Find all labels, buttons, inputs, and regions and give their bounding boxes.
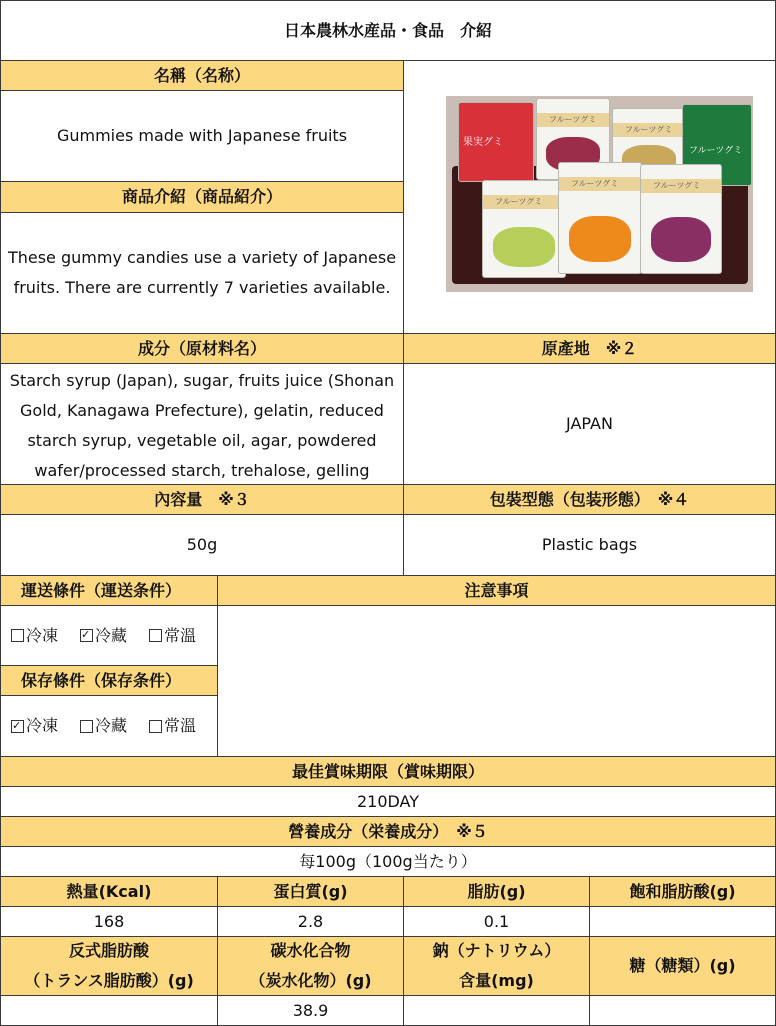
package-orange: フルーツグミ xyxy=(558,162,642,274)
origin-value: JAPAN xyxy=(403,363,776,485)
transport-option-frozen[interactable]: 冷凍 xyxy=(11,621,58,651)
page-title: 日本農林水産品・食品 介紹 xyxy=(0,0,776,61)
checkbox-icon[interactable] xyxy=(80,720,93,733)
nutrition-energy-header: 熱量(Kcal) xyxy=(0,876,218,907)
content-header: 內容量 ※３ xyxy=(0,484,404,515)
package-green: フルーツグミ xyxy=(682,104,752,186)
name-value: Gummies made with Japanese fruits xyxy=(0,90,404,182)
name-header: 名稱（名称） xyxy=(0,60,404,91)
package-red: 果実グミ xyxy=(458,102,534,182)
intro-header: 商品介紹（商品紹介） xyxy=(0,181,404,213)
nutrition-sugar-header: 糖（糖類）(g) xyxy=(589,936,776,996)
checkbox-icon[interactable] xyxy=(11,629,24,642)
storage-header: 保存條件（保存条件） xyxy=(0,665,218,696)
nutrition-sodium-value xyxy=(403,995,590,1026)
transport-option-ambient[interactable]: 常溫 xyxy=(149,621,196,651)
nutrition-carbs-header: 碳水化合物 （炭水化物）(g) xyxy=(217,936,404,996)
transport-header: 運送條件（運送条件） xyxy=(0,575,218,606)
content-value: 50g xyxy=(0,514,404,576)
storage-options xyxy=(0,695,218,757)
nutrition-sodium-header: 鈉（ナトリウム） 含量(mg) xyxy=(403,936,590,996)
package-purple: フルーツグミ xyxy=(640,164,722,274)
notes-value xyxy=(217,605,776,757)
product-photo xyxy=(446,96,753,292)
nutrition-trans-fat-value xyxy=(0,995,218,1026)
checkbox-checked-icon[interactable] xyxy=(80,629,93,642)
storage-option-ambient[interactable]: 常溫 xyxy=(149,711,196,741)
checkbox-icon[interactable] xyxy=(149,720,162,733)
packaging-value: Plastic bags xyxy=(403,514,776,576)
package-muscat: フルーツグミ xyxy=(482,180,566,278)
transport-options xyxy=(0,605,218,666)
nutrition-sugar-value xyxy=(589,995,776,1026)
nutrition-per: 每100g（100g当たり） xyxy=(0,846,776,877)
ingredients-header: 成分（原材料名） xyxy=(0,333,404,364)
nutrition-fat-value: 0.1 xyxy=(403,906,590,937)
nutrition-protein-value: 2.8 xyxy=(217,906,404,937)
storage-option-frozen[interactable]: ✓ 冷凍 xyxy=(11,711,58,741)
best-before-header: 最佳賞味期限（賞味期限） xyxy=(0,756,776,787)
package-grape: フルーツグミ xyxy=(536,98,610,180)
nutrition-header: 營養成分（栄養成分） ※５ xyxy=(0,816,776,847)
intro-value: These gummy candies use a variety of Japanese fruits. There are currently 7 varieties available. xyxy=(0,212,404,334)
packaging-header: 包裝型態（包装形態） ※４ xyxy=(403,484,776,515)
nutrition-protein-header: 蛋白質(g) xyxy=(217,876,404,907)
nutrition-saturated-fat-value xyxy=(589,906,776,937)
nutrition-fat-header: 脂肪(g) xyxy=(403,876,590,907)
notes-header: 注意事項 xyxy=(217,575,776,606)
ingredients-value: Starch syrup (Japan), sugar, fruits juice (Shonan Gold, Kanagawa Prefecture), gelatin, reduced starch syrup, vegetable oil, agar, powdered wafer/processed starch, trehalose, gelling xyxy=(0,363,404,485)
checkbox-checked-icon[interactable] xyxy=(11,720,24,733)
origin-header: 原產地 ※２ xyxy=(403,333,776,364)
best-before-value: 210DAY xyxy=(0,786,776,817)
nutrition-carbs-value: 38.9 xyxy=(217,995,404,1026)
transport-option-chilled[interactable]: ✓ 冷藏 xyxy=(80,621,127,651)
nutrition-trans-fat-header: 反式脂肪酸 （トランス脂肪酸）(g) xyxy=(0,936,218,996)
package-yogurt: フルーツグミ xyxy=(612,108,686,184)
storage-option-chilled[interactable]: 冷藏 xyxy=(80,711,127,741)
nutrition-saturated-fat-header: 飽和脂肪酸(g) xyxy=(589,876,776,907)
checkbox-icon[interactable] xyxy=(149,629,162,642)
nutrition-energy-value: 168 xyxy=(0,906,218,937)
